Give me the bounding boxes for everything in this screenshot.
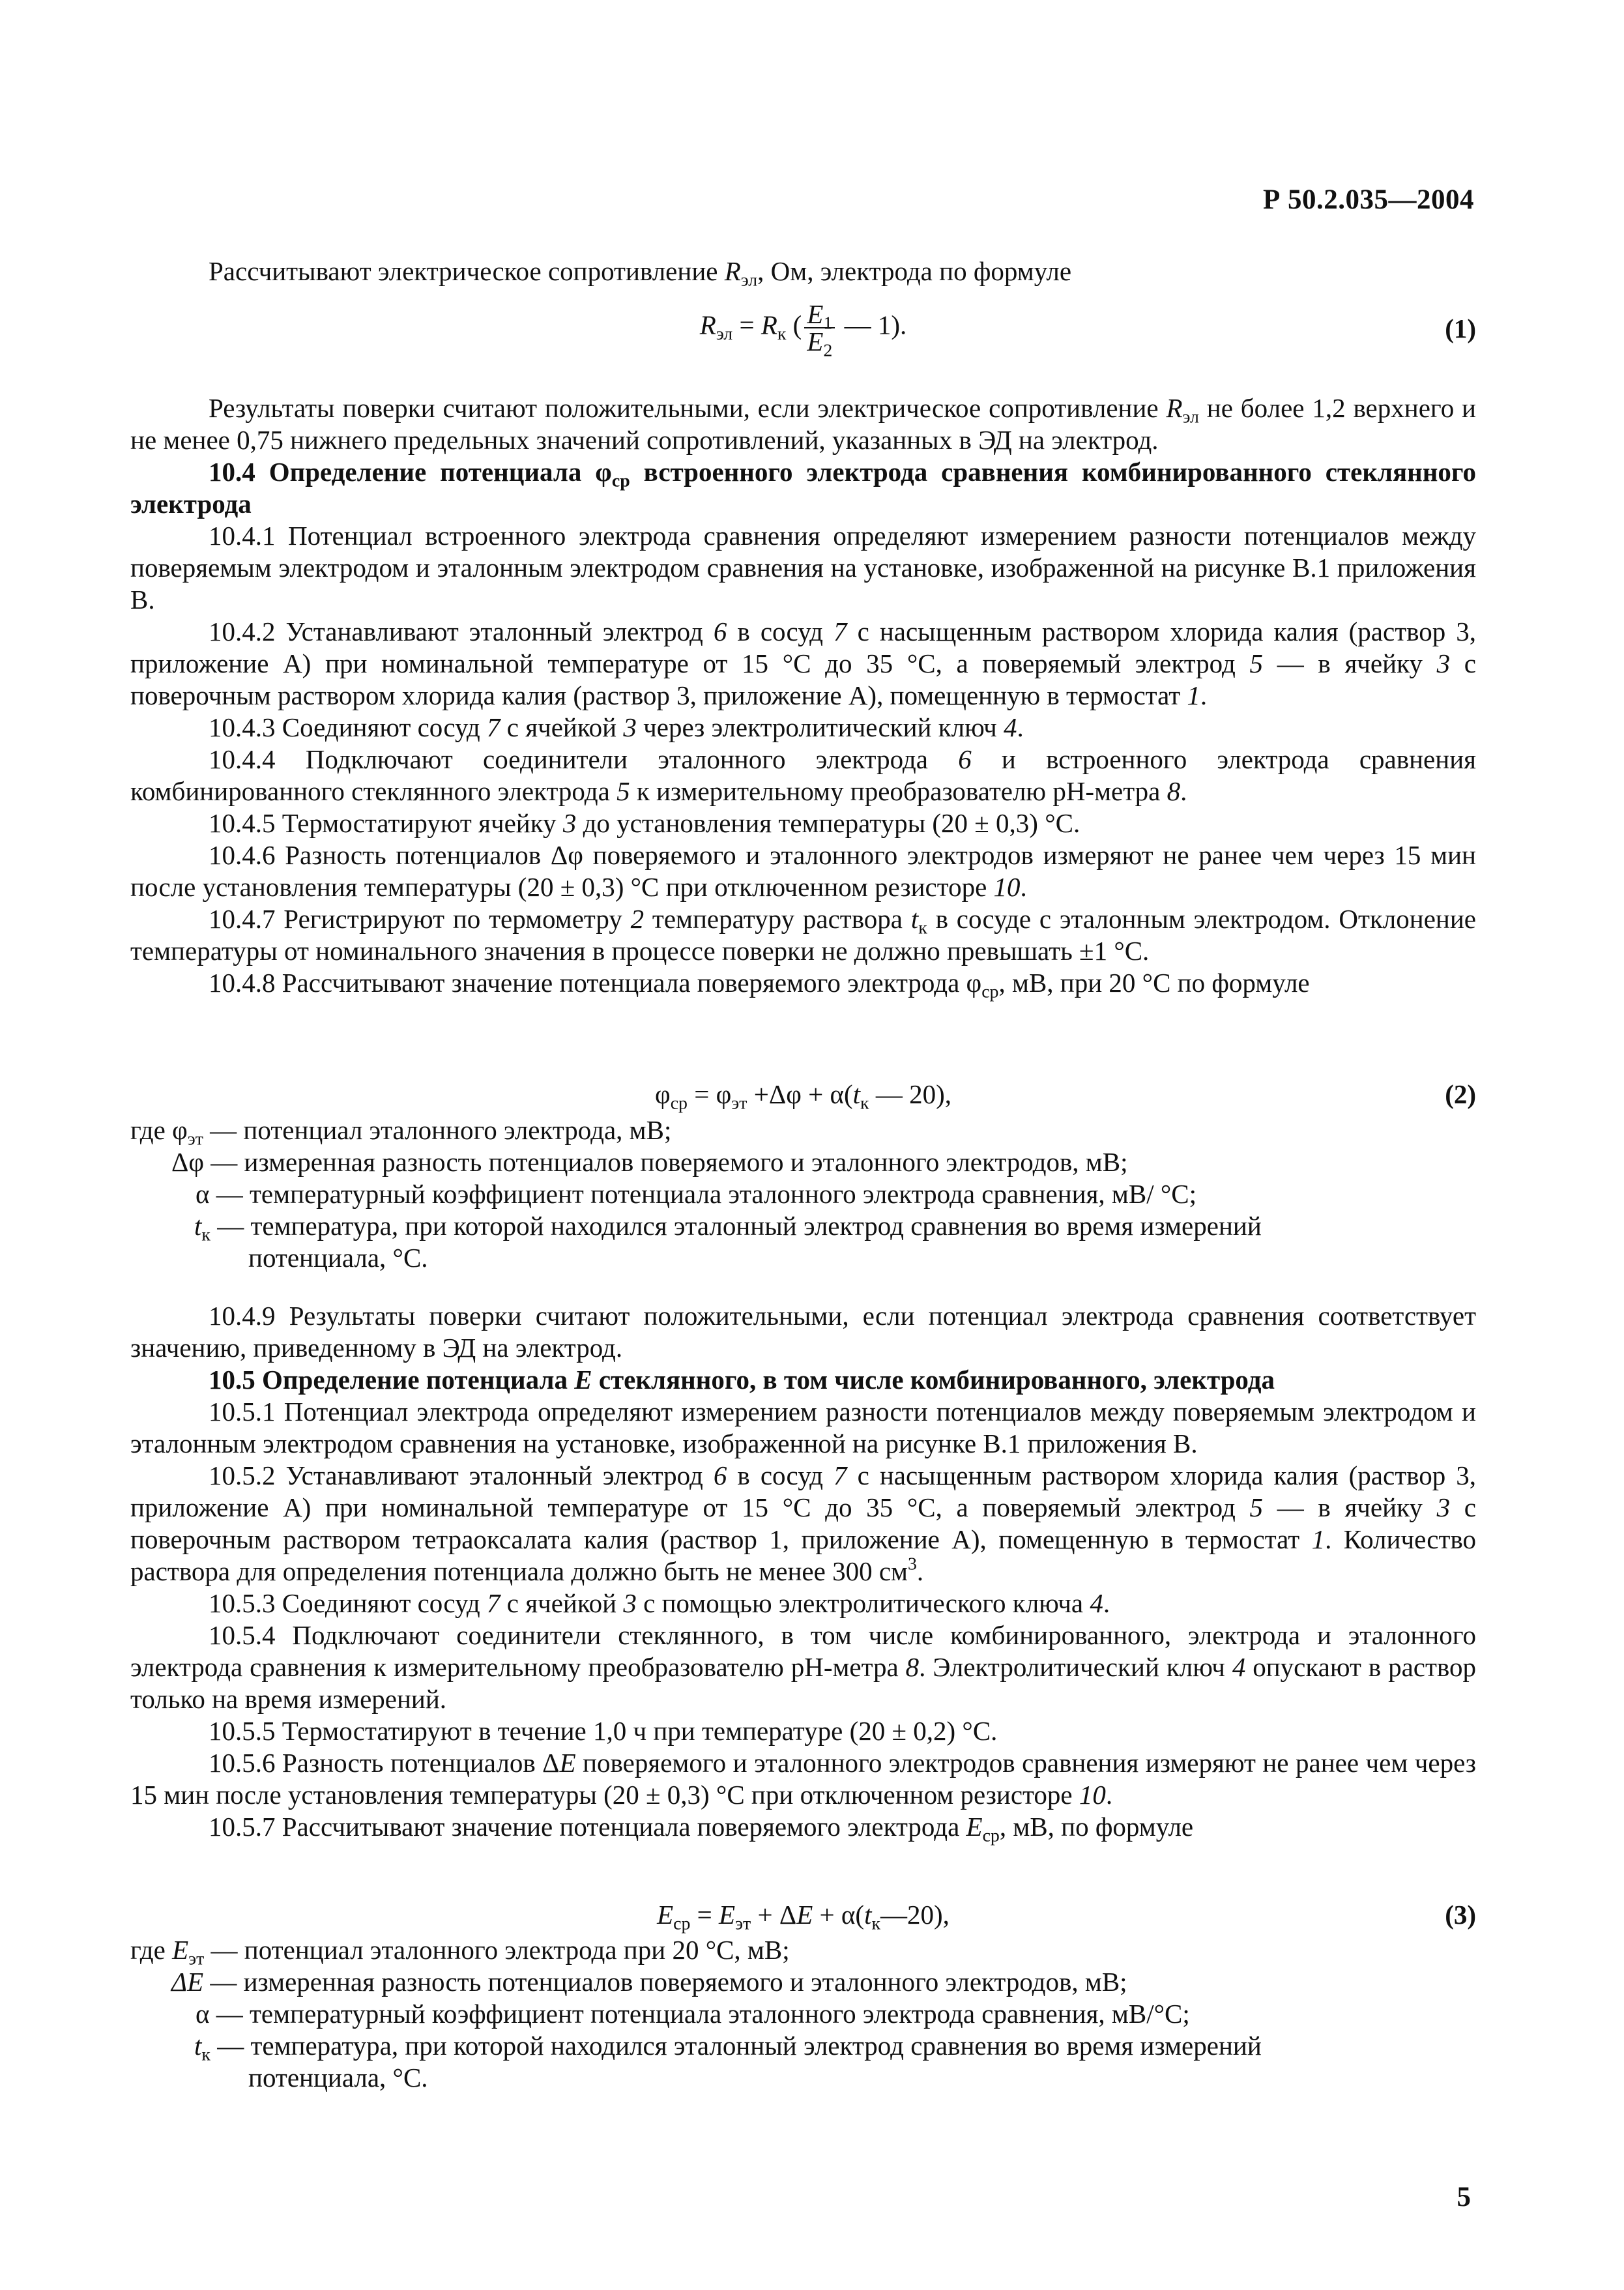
definitions-formula-3 [130,1934,1476,2094]
definition-item: α — температурный коэффициент потенциала эталонного электрода сравнения, мВ/ °С; [196,1179,1197,1209]
equation-number-3: (3) [1445,1900,1476,1930]
para-10-5-6: 10.5.6 Разность потенциалов ΔE поверяемого и эталонного электродов сравнения измеряют не ранее чем через 15 мин после установления температуры (20 ± 0,3) °С при отключенном резисторе 10. [130,1748,1477,1810]
definition-item: Δφ — измеренная разность потенциалов поверяемого и эталонного электродов, мВ; [171,1147,1128,1177]
definition-continuation: потенциала, °С. [248,1243,428,1273]
para-10-4-8: 10.4.8 Рассчитывают значение потенциала поверяемого электрода $\varphi_{ср}$, мВ, при 20 °С по формуле [209,968,1310,1002]
para-10-4-9: 10.4.9 Результаты поверки считают положительными, если потенциал электрода сравнения соответствует значению, приведенному в ЭД на электрод. [130,1301,1476,1363]
definition-item: α — температурный коэффициент потенциала эталонного электрода сравнения, мВ/°С; [196,1999,1190,2029]
formula-1: $R_{эл} = R_к$ ( $\frac{E_1}{E_2}$ — 1). [699,299,907,361]
fraction: $\frac{E_1}{E_2}$ [804,301,835,355]
section-10-4-heading: 10.4 Определение потенциала $\varphi_{ср}$ встроенного электрода сравнения комбинированного стеклянного электрода [130,457,1476,519]
section-10-4 [130,456,1476,1002]
definition-item: ΔE — измеренная разность потенциалов поверяемого и эталонного электродов, мВ; [171,1967,1127,1997]
intro-paragraph: Рассчитывают электрическое сопротивление $R_{эл}$, Ом, электрода по формуле [209,256,1072,291]
definition-item: $t_к$ — температура, при которой находился эталонный электрод сравнения во время измерений [194,1211,1262,1245]
page-number: 5 [1457,2182,1471,2212]
para-10-5-2: 10.5.2 Устанавливают эталонный электрод 6 в сосуд 7 с насыщенным раствором хлорида калия (раствор 3, приложение А) при номинальной температуре от 15 °С до 35 °С, а поверяемый электрод 5 — в ячейку 3 с поверочным раствором тетраоксалата калия (раствор 1, приложение А), помещенную в термостат 1. Количество раствора для определения потенциала должно быть не менее 300 $см^3$. [130,1460,1476,1586]
formula-3: $E_{ср} = E_{эт} + \Delta E$ + $\alpha(t_к—20)$, [657,1900,950,1934]
para-10-5-1: 10.5.1 Потенциал электрода определяют измерением разности потенциалов между поверяемым электродом и эталонным электродом сравнения на установке, изображенной на рисунке В.1 приложения В. [130,1397,1476,1458]
section-10-5 [130,1364,1477,1846]
para-10-4-2: 10.4.2 Устанавливают эталонный электрод 6 в сосуд 7 с насыщенным раствором хлорида калия (раствор 3, приложение А) при номинальной температуре от 15 °С до 35 °С, а поверяемый электрод 5 — в ячейку 3 с поверочным раствором хлорида калия (раствор 3, приложение А), помещенную в термостат 1. [130,616,1476,710]
para-10-4-6: 10.4.6 Разность потенциалов Δφ поверяемого и эталонного электродов измеряют не ранее чем через 15 мин после установления температуры (20 ± 0,3) °С при отключенном резисторе 10. [130,840,1476,902]
equation-number-1: (1) [1445,313,1476,343]
definition-item: $t_к$ — температура, при которой находился эталонный электрод сравнения во время измерений [194,2031,1262,2065]
para-10-5-4: 10.5.4 Подключают соединители стеклянного, в том числе комбинированного, электрода и эталонного электрода сравнения к измерительному преобразователю рН-метра 8. Электролитический ключ 4 опускают в раствор только на время измерений. [130,1620,1476,1714]
definitions-formula-2 [130,1114,1476,1274]
definition-item: где $\varphi_{эт}$ — потенциал эталонного электрода, мВ; [130,1115,672,1150]
para-10-5-5: 10.5.5 Термостатируют в течение 1,0 ч при температуре (20 ± 0,2) °С. [209,1716,998,1746]
section-10-5-heading: 10.5 Определение потенциала E стеклянного, в том числе комбинированного, электрода [209,1365,1275,1395]
para-10-4-4: 10.4.4 Подключают соединители эталонного электрода 6 и встроенного электрода сравнения комбинированного стеклянного электрода 5 к измерительному преобразователю рН-метра 8. [130,744,1476,806]
para-10-4-3: 10.4.3 Соединяют сосуд 7 с ячейкой 3 через электролитический ключ 4. [209,712,1024,742]
para-10-4-1: 10.4.1 Потенциал встроенного электрода сравнения определяют измерением разности потенциалов между поверяемым электродом и эталонным электродом сравнения на установке, изображенной на рисунке В.1 приложения В. [130,521,1476,615]
definition-item: где $E_{эт}$ — потенциал эталонного электрода при 20 °С, мВ; [130,1935,790,1969]
definition-continuation: потенциала, °С. [248,2063,428,2093]
formula-2: $\varphi_{ср} = \varphi_{эт} +\Delta\varphi + \alpha(t_к$ — 20), [655,1079,951,1114]
document-number: Р 50.2.035—2004 [1262,184,1474,215]
para-10-5-7: 10.5.7 Рассчитывают значение потенциала поверяемого электрода $E_{ср}$, мВ, по формуле [209,1812,1194,1846]
results-paragraph-1: Результаты поверки считают положительными, если электрическое сопротивление $R_{эл}$ не более 1,2 верхнего и не менее 0,75 нижнего предельных значений сопротивлений, указанных в ЭД на электрод. [130,393,1476,455]
para-10-5-3: 10.5.3 Соединяют сосуд 7 с ячейкой 3 с помощью электролитического ключа 4. [209,1588,1110,1618]
equation-number-2: (2) [1445,1079,1476,1109]
para-10-4-7: 10.4.7 Регистрируют по термометру 2 температуру раствора $t_к$ в сосуде с эталонным электродом. Отклонение температуры от номинального значения в процессе поверки не должно превышать ±1 °С. [130,904,1476,966]
para-10-4-5: 10.4.5 Термостатируют ячейку 3 до установления температуры (20 ± 0,3) °С. [209,808,1080,838]
